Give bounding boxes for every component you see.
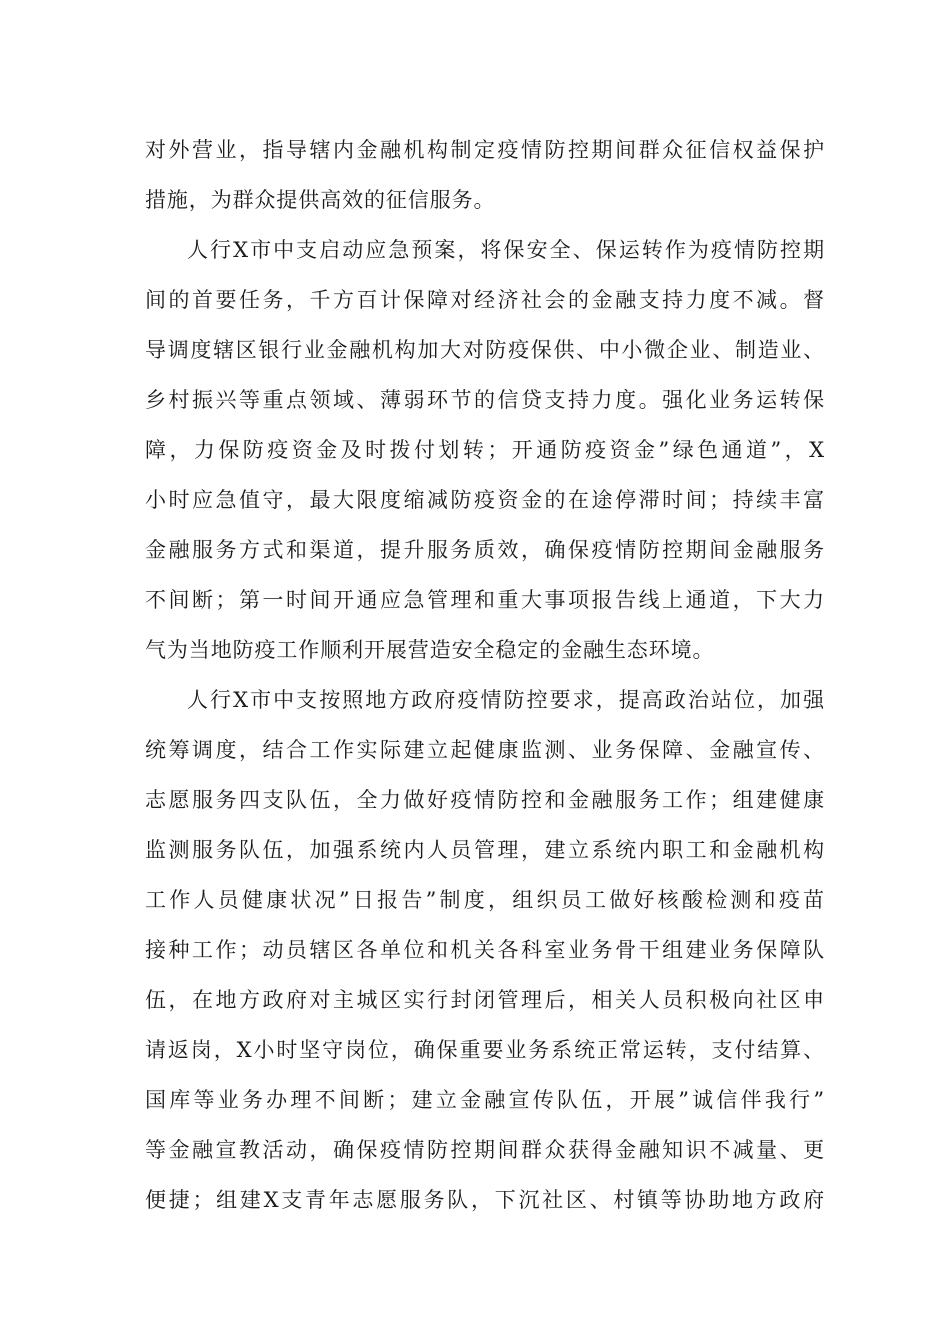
paragraph-3-line-9: 国库等业务办理不间断；建立金融宣传队伍，开展”诚信伴我行”: [145, 1088, 825, 1112]
paragraph-3-line-10: 等金融宣教活动，确保疫情防控期间群众获得金融知识不减量、更: [145, 1138, 825, 1162]
paragraph-2-line-5: 障，力保防疫资金及时拨付划转；开通防疫资金”绿色通道”，X: [145, 438, 825, 462]
paragraph-2-line-3: 导调度辖区银行业金融机构加大对防疫保供、中小微企业、制造业、: [145, 338, 825, 362]
paragraph-2-line-6: 小时应急值守，最大限度缩减防疫资金的在途停滞时间；持续丰富: [145, 488, 825, 512]
paragraph-1-line-1: 对外营业，指导辖内金融机构制定疫情防控期间群众征信权益保护: [145, 138, 825, 162]
paragraph-3-line-5: 工作人员健康状况”日报告”制度，组织员工做好核酸检测和疫苗: [145, 888, 825, 912]
paragraph-3-line-8: 请返岗，X小时坚守岗位，确保重要业务系统正常运转，支付结算、: [145, 1038, 825, 1062]
paragraph-3-line-6: 接种工作；动员辖区各单位和机关各科室业务骨干组建业务保障队: [145, 938, 825, 962]
paragraph-3-line-11: 便捷；组建X支青年志愿服务队，下沉社区、村镇等协助地方政府: [145, 1188, 825, 1212]
paragraph-3-line-4: 监测服务队伍，加强系统内人员管理，建立系统内职工和金融机构: [145, 838, 825, 862]
paragraph-2-line-1: 人行X市中支启动应急预案，将保安全、保运转作为疫情防控期: [187, 238, 825, 262]
paragraph-3-line-3: 志愿服务四支队伍，全力做好疫情防控和金融服务工作；组建健康: [145, 788, 825, 812]
paragraph-2-line-7: 金融服务方式和渠道，提升服务质效，确保疫情防控期间金融服务: [145, 538, 825, 562]
paragraph-2-line-4: 乡村振兴等重点领域、薄弱环节的信贷支持力度。强化业务运转保: [145, 388, 825, 412]
paragraph-2-line-9: 气为当地防疫工作顺利开展营造安全稳定的金融生态环境。: [145, 638, 715, 662]
paragraph-2-line-2: 间的首要任务，千方百计保障对经济社会的金融支持力度不减。督: [145, 288, 825, 312]
paragraph-3-line-1: 人行X市中支按照地方政府疫情防控要求，提高政治站位，加强: [187, 688, 825, 712]
paragraph-1-line-2: 措施，为群众提供高效的征信服务。: [145, 188, 496, 212]
paragraph-2-line-8: 不间断；第一时间开通应急管理和重大事项报告线上通道，下大力: [145, 588, 825, 612]
paragraph-3-line-7: 伍，在地方政府对主城区实行封闭管理后，相关人员积极向社区申: [145, 988, 825, 1012]
paragraph-3-line-2: 统筹调度，结合工作实际建立起健康监测、业务保障、金融宣传、: [145, 738, 825, 762]
